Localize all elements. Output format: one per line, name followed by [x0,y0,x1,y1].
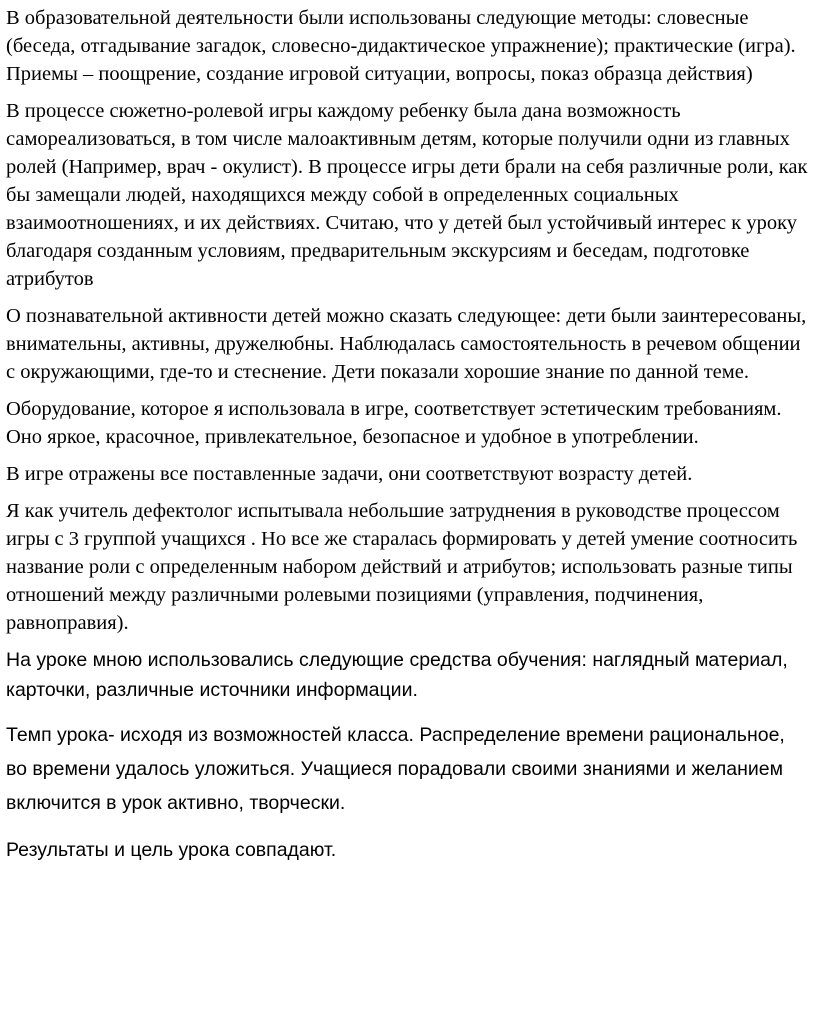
paragraph-lesson-pace: Темп урока- исходя из возможностей класса. Распределение времени рациональное, во времени удалось уложиться. Учащиеся порадовали своими знаниями и желанием включится в урок активно, творчески. [6,724,785,814]
paragraph-equipment: Оборудование, которое я использовала в игре, соответствует эстетическим требованиям. Оно яркое, красочное, привлекательное, безопасное и удобное в употреблении. [6,398,782,448]
paragraph-role-play: В процессе сюжетно-ролевой игры каждому ребенку была дана возможность самореализоваться, в том числе малоактивным детям, которые получили одни из главных ролей (Например, врач - окулист). В процессе игры дети брали на себя различные роли, как бы замещали людей, находящихся между собой в определенных социальных взаимоотношениях, и их действиях. Считаю, что у детей был устойчивый интерес к уроку благодаря созданным условиям, предварительным экскурсиям и беседам, подготовке атрибутов [6,100,808,290]
paragraph-teaching-aids: На уроке мною использовались следующие средства обучения: наглядный материал, карточки, различные источники информации. [6,649,788,701]
paragraph-tasks: В игре отражены все поставленные задачи, они соответствуют возрасту детей. [6,463,693,485]
paragraph-results: Результаты и цель урока совпадают. [6,839,337,861]
paragraph-methods: В образовательной деятельности были использованы следующие методы: словесные (беседа, отгадывание загадок, словесно-дидактическое упражнение); практические (игра). Приемы – поощрение, создание игровой ситуации, вопросы, показ образца действия) [6,7,796,85]
paragraph-difficulties: Я как учитель дефектолог испытывала небольшие затруднения в руководстве процессом игры с 3 группой учащихся . Но все же старалась формировать у детей умение соотносить название роли с определенным набором действий и атрибутов; использовать разные типы отношений между различными ролевыми позициями (управления, подчинения, равноправия). [6,500,798,634]
paragraph-cognitive-activity: О познавательной активности детей можно сказать следующее: дети были заинтересованы, внимательны, активны, дружелюбны. Наблюдалась самостоятельность в речевом общении с окружающими, где-то и стеснение. Дети показали хорошие знание по данной теме. [6,305,807,383]
